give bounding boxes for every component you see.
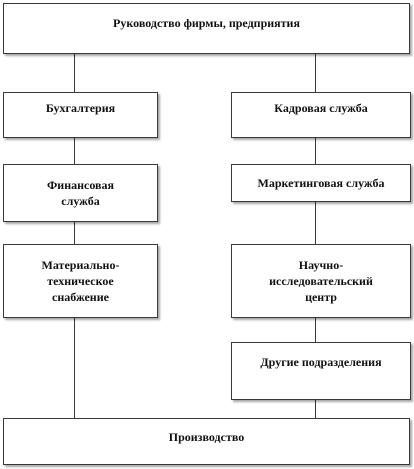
- connector-research-other: [315, 318, 316, 342]
- node-research: Научно- исследовательский центр: [231, 244, 411, 318]
- connector-accounting-finance: [74, 138, 75, 164]
- node-marketing: Маркетинговая служба: [231, 164, 411, 202]
- node-finance: Финансовая служба: [3, 164, 158, 222]
- connector-management-accounting: [74, 54, 75, 92]
- connector-supply-production: [74, 318, 75, 418]
- node-hr: Кадровая служба: [231, 92, 411, 138]
- connector-hr-marketing: [315, 138, 316, 164]
- connector-management-hr: [315, 54, 316, 92]
- connector-finance-supply: [74, 222, 75, 244]
- node-management: Руководство фирмы, предприятия: [3, 3, 410, 54]
- node-other-units: Другие подразделения: [231, 342, 411, 400]
- node-production: Производство: [3, 418, 410, 465]
- connector-other-production: [315, 400, 316, 418]
- connector-marketing-research: [315, 202, 316, 244]
- node-supply: Материально- техническое снабжение: [3, 244, 158, 318]
- node-accounting: Бухгалтерия: [3, 92, 158, 138]
